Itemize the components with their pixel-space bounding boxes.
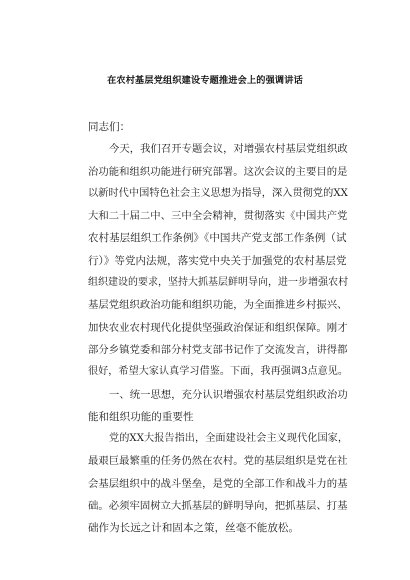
paragraph-line: 部分乡镇党委和部分村党支部书记作了交流发言，讲得都 — [88, 343, 348, 356]
paragraph-line: 治功能和组织功能进行研究部署。这次会议的主要目的是 — [88, 165, 348, 178]
paragraph-line: 大和二十届二中、三中全会精神，贯彻落实《中国共产党 — [88, 210, 348, 223]
paragraph-line: 础作为长远之计和固本之策，丝毫不能放松。 — [88, 522, 299, 535]
paragraph-line: 组织建设的要求，坚持大抓基层鲜明导向，进一步增强农村 — [88, 277, 349, 289]
paragraph-line: 础。必须牢固树立大抓基层的鲜明导向，把抓基层、打基 — [88, 500, 348, 513]
paragraph-line: 农村基层组织工作条例》《中国共产党支部工作条例（试 — [88, 232, 347, 245]
paragraph-line: 行）》等党内法规，落实党中央关于加强党的农村基层党 — [88, 254, 347, 267]
paragraph-line: 会基层组织中的战斗堡垒，是党的全部工作和战斗力的基 — [88, 477, 348, 490]
paragraph-line: 今天，我们召开专题会议，对增强农村基层党组织政 — [109, 143, 348, 156]
salutation: 同志们： — [88, 121, 131, 133]
section-heading-line: 能和组织功能的重要性 — [88, 410, 194, 423]
paragraph-line: 基层党组织政治功能和组织功能，为全面推进乡村振兴、 — [88, 299, 348, 312]
document-body — [88, 116, 349, 540]
paragraph-line: 很好，希望大家认真学习借鉴。下面，我再强调3点意见。 — [88, 366, 349, 378]
paragraph-line: 党的XX大报告指出，全面建设社会主义现代化国家， — [109, 433, 349, 445]
document-title: 在农村基层党组织建设专题推进会上的强调讲话 — [107, 76, 303, 86]
paragraph-line: 最艰巨最繁重的任务仍然在农村。党的基层组织是党在社 — [88, 455, 348, 468]
paragraph-line: 加快农业农村现代化提供坚强政治保证和组织保障。刚才 — [88, 321, 348, 334]
paragraph-line: 以新时代中国特色社会主义思想为指导，深入贯彻党的XX — [88, 187, 348, 199]
section-heading-line: 一、统一思想，充分认识增强农村基层党组织政治功 — [109, 388, 348, 401]
